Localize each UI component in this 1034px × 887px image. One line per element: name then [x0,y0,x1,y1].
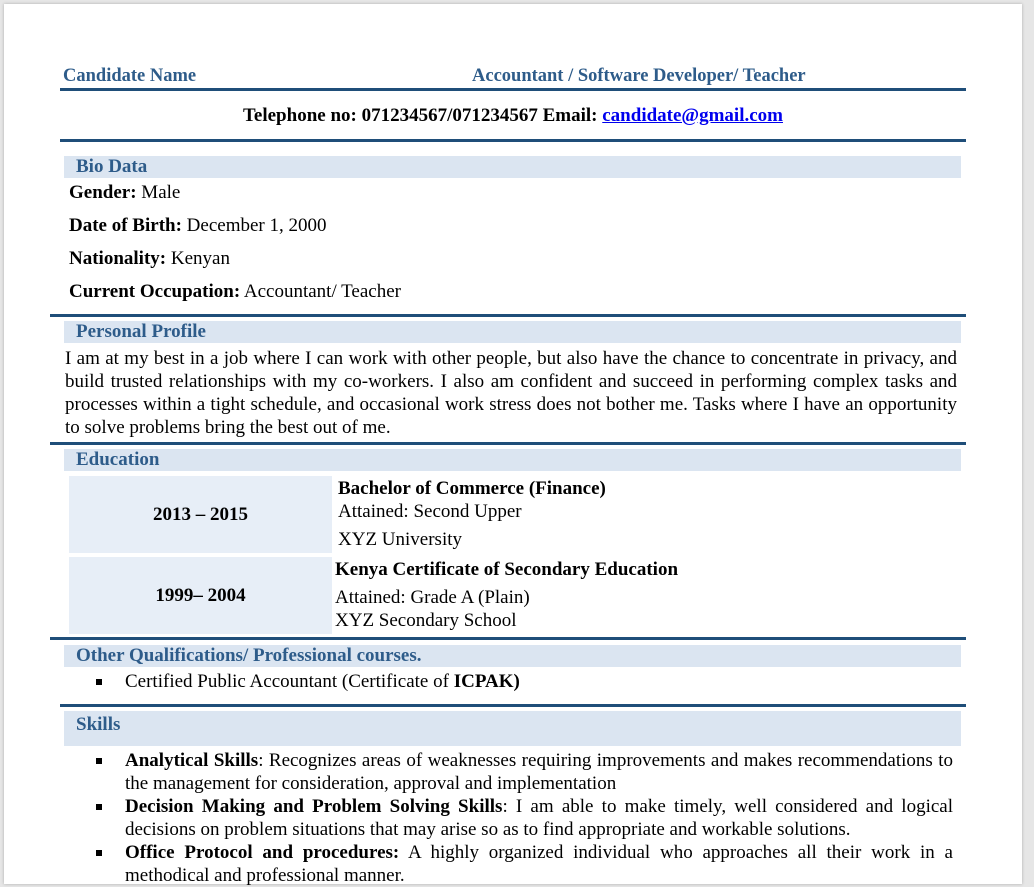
other-divider [60,704,966,707]
bullet-icon [96,679,102,685]
education-divider [50,637,966,640]
education-institution: XYZ University [338,529,463,550]
bio-gender [69,182,180,204]
profile-text: I am at my best in a job where I can work with other people, but also have the chance to concentrate in privacy, and build trusted relationships with my co-workers. I also am confident and succeed in performing complex tasks and processes within a tight schedule, and occasional work stress does not bother me. Tasks where I have an opportunity to solve problems bring the best out of me. [65,348,957,438]
header [60,66,966,88]
bio-value: December 1, 2000 [181,215,327,236]
bio-label: Current Occupation: [69,281,241,302]
section-heading-other-qualifications: Other Qualifications/ Professional courses. [64,645,961,667]
email-link[interactable]: candidate@gmail.com [602,105,783,126]
candidate-name: Candidate Name [63,66,197,86]
education-qualification: Bachelor of Commerce (Finance) [338,478,606,499]
bio-nationality [69,248,230,270]
section-heading-education: Education [64,449,961,471]
education-attained: Attained: Second Upper [338,501,522,522]
candidate-roles: Accountant / Software Developer/ Teacher [472,66,806,86]
bio-value: Accountant/ Teacher [240,281,401,302]
section-heading-profile: Personal Profile [64,321,961,343]
contact-phone: Telephone no: 071234567/071234567 Email: [242,105,603,126]
bullet-icon [96,804,102,810]
section-heading-bio: Bio Data [64,156,961,178]
section-heading-skills: Skills [64,711,961,746]
education-qualification: Kenya Certificate of Secondary Education [335,559,679,580]
bio-occupation [69,281,401,303]
bio-divider [50,314,966,317]
education-years-cell: 2013 – 2015 [69,476,332,553]
header-divider [60,88,966,91]
bullet-icon [96,850,102,856]
education-years-cell: 1999– 2004 [69,557,332,634]
education-institution: XYZ Secondary School [335,610,517,631]
contact-line [60,105,966,127]
contact-divider [60,139,966,142]
bio-value: Male [136,182,181,203]
education-attained: Attained: Grade A (Plain) [335,587,530,608]
bio-label: Gender: [69,182,137,203]
bio-label: Nationality: [69,248,167,269]
bio-value: Kenyan [166,248,230,269]
bio-label: Date of Birth: [69,215,182,236]
profile-divider [50,442,966,445]
bio-dob [69,215,326,237]
bullet-icon [96,758,102,764]
